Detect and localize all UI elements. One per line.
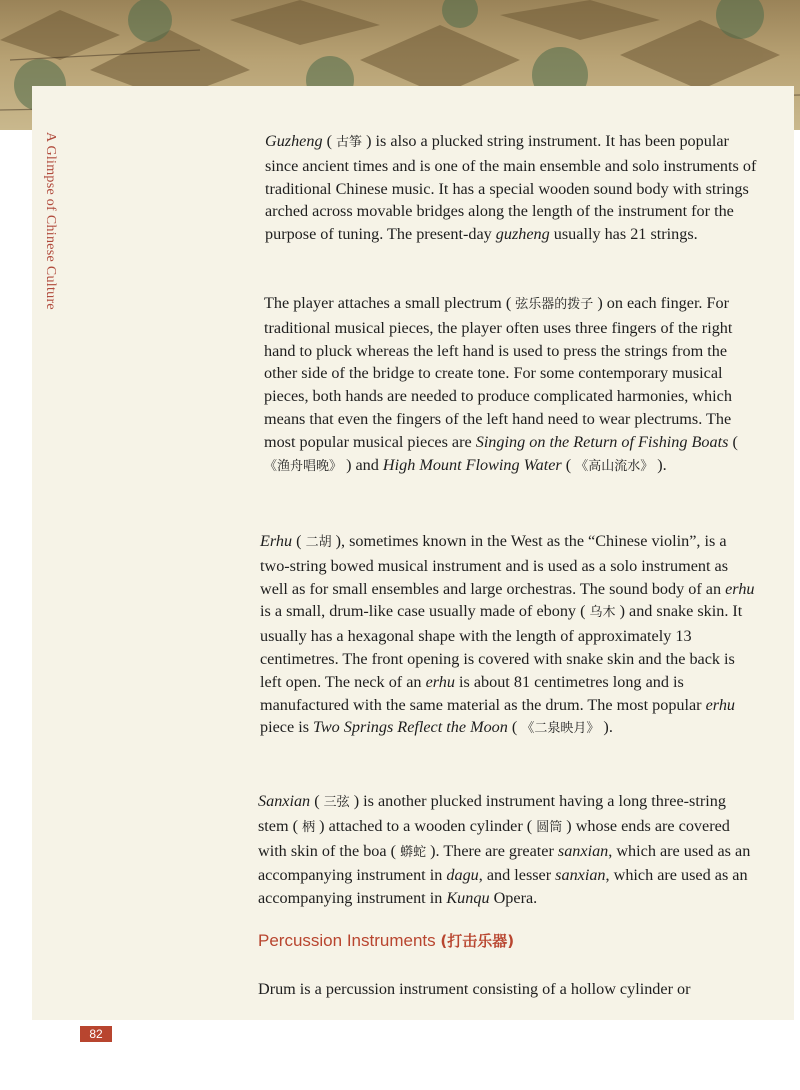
book-title-vertical: A Glimpse of Chinese Culture (43, 132, 58, 310)
paragraph-guzheng: Guzheng ( 古筝 ) is also a plucked string instrument. It has been popular since ancient times and is one of the main ensemble and solo instruments of traditional Chinese music. It has a special wooden sound body with strings arched across movable bridges along the length of the instrument for the purpose of tuning. The present-day guzheng usually has 21 strings. (265, 132, 757, 244)
page-number-badge: 82 (80, 1026, 112, 1042)
paragraph-erhu: Erhu ( 二胡 ), sometimes known in the West as the “Chinese violin”, is a two-string bowed musical instrument and is used as a solo instrument as well as for small ensembles and large orchestras. The sound body of an erhu is a small, drum-like case usually made of ebony ( 乌木 ) and snake skin. It usually has a hexagonal shape with the length of approximately 13 centimetres. The front opening is covered with snake skin and the back is left open. The neck of an erhu is about 81 centimetres long and is manufactured with the same material as the drum. The most popular erhu piece is Two Springs Reflect the Moon ( 《二泉映月》 ). (260, 532, 755, 737)
paragraph-sanxian: Sanxian ( 三弦 ) is another plucked instrument having a long three-string stem ( 柄 ) attached to a wooden cylinder ( 圆筒 ) whose ends are covered with skin of the boa ( 蟒蛇 ). There are greater sanxian, which are used as an accompanying instrument in dagu, and lesser sanxian, which are used as an accompanying instrument in Kunqu Opera. (258, 792, 751, 908)
paragraph-plectrum: The player attaches a small plectrum ( 弦乐器的拨子 ) on each finger. For traditional musical pieces, the player often uses three fingers of the right hand to pluck whereas the left hand is used to press the strings from the other side of the bridge to create tone. For some contemporary musical pieces, both hands are needed to produce complicated harmonies, which means that even the fingers of the left hand need to wear plectrums. The most popular musical pieces are Singing on the Return of Fishing Boats ( 《渔舟唱晚》 ) and High Mount Flowing Water ( 《高山流水》 ). (264, 294, 738, 474)
paragraph-drum: Drum is a percussion instrument consisting of a hollow cylinder or (258, 980, 691, 998)
section-heading-percussion: Percussion Instruments (打击乐器) (258, 931, 515, 950)
